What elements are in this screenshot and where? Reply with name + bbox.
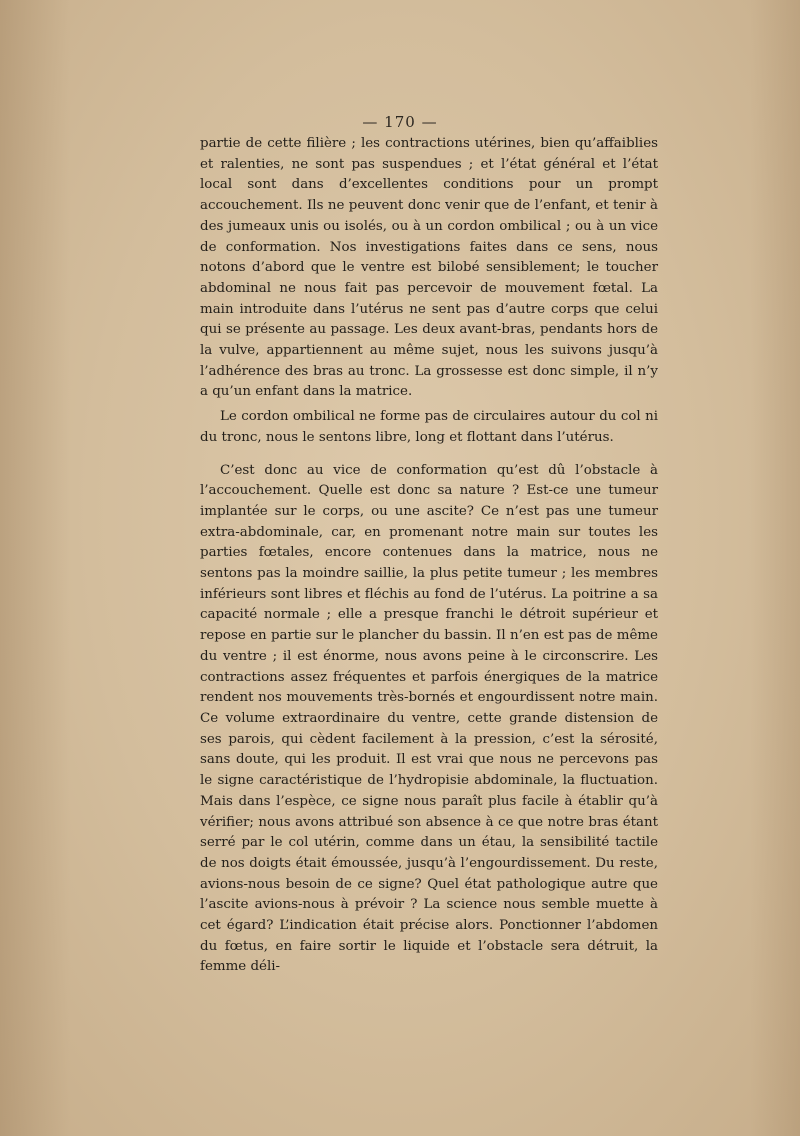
paragraph-2: Le cordon ombilical ne forme pas de circulaires autour du col ni du tronc, nous le sentons libre, long et flottant dans l’utérus. xyxy=(200,409,658,445)
page-number: — 170 — xyxy=(362,113,438,131)
paragraph-3: C’est donc au vice de conformation qu’est dû l’obstacle à l’accouchement. Quelle est donc sa nature ? Est-ce une tumeur implantée sur le corps, ou une ascite? Ce n’est pas une tumeur extra-abdominale, car, en promenant notre main sur toutes les parties fœtales, encore contenues dans la matrice, nous ne sentons pas la moindre saillie, la plus petite tumeur ; les membres inférieurs sont libres et fléchis au fond de l’utérus. La poitrine a sa capacité normale ; elle a presque franchi le détroit supérieur et repose en partie sur le plancher du bassin. Il n’en est pas de même du ventre ; il est énorme, nous avons peine à le circonscrire. Les contractions assez fréquentes et parfois énergiques de la matrice rendent nos mouvements très-bornés et engourdissent notre main. Ce volume extraordinaire du ventre, cette grande distension de ses parois, qui cèdent facilement à la pression, c’est la sérosité, sans doute, qui les produit. Il est vrai que nous ne percevons pas le signe caractéristique de l’hydropisie abdominale, la fluctuation. Mais dans l’espèce, ce signe nous paraît plus facile à établir qu’à vérifier; nous avons attribué son absence à ce que notre bras étant serré par le col utérin, comme dans un étau, la sensibilité tactile de nos doigts était émoussée, jusqu’à l’engourdissement. Du reste, avions-nous besoin de ce signe? Quel état pathologique autre que l’ascite avions-nous à prévoir ? La science nous semble muette à cet égard? L’indication était précise alors. Ponctionner l’abdomen du fœtus, en faire sortir le liquide et l’obstacle sera détruit, la femme déli- xyxy=(200,462,658,975)
paragraph-1: partie de cette filière ; les contractions utérines, bien qu’affaiblies et ralenties, ne sont pas suspendues ; et l’état général et l’état local sont dans d’excellentes conditions pour un prompt accouchement. Ils ne peuvent donc venir que de l’enfant, et tenir à des jumeaux unis ou isolés, ou à un cordon ombilical ; ou à un vice de conformation. Nos investigations faites dans ce sens, nous notons d’abord que le ventre est bilobé sensiblement; le toucher abdominal ne nous fait pas percevoir de mouvement fœtal. La main introduite dans l’utérus ne sent pas d’autre corps que celui qui se présente au passage. Les deux avant-bras, pendants hors de la vulve, appartiennent au même sujet, nous les suivons jusqu’à l’adhérence des bras au tronc. La grossesse est donc simple, il n’y a qu’un enfant dans la matrice. xyxy=(200,136,658,400)
body-text xyxy=(200,134,658,978)
